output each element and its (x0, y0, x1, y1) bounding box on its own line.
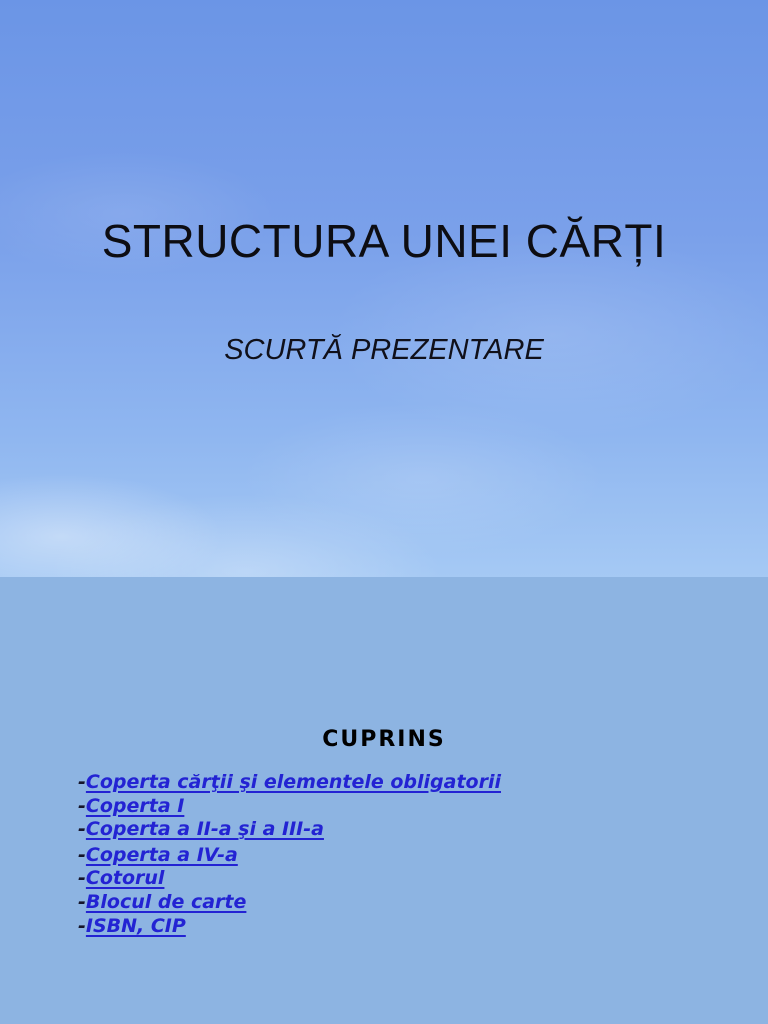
toc-item (78, 771, 748, 795)
toc-link-coperta-4[interactable]: Coperta a IV-a (85, 843, 238, 866)
toc-link-cotorul[interactable]: Cotorul (85, 867, 165, 890)
toc-list (78, 771, 748, 938)
toc-link-coperta-1[interactable]: Coperta I (85, 794, 185, 817)
toc-link-coperta-cartii[interactable]: Coperta cărţii şi elementele obligatorii (85, 771, 501, 793)
dash-prefix: - (78, 867, 86, 890)
dash-prefix: - (78, 890, 86, 913)
toc-item (78, 867, 748, 891)
toc-item (78, 915, 748, 939)
toc-item (78, 844, 748, 868)
toc-heading: CUPRINS (322, 727, 446, 752)
toc-item (78, 891, 748, 915)
presentation-subtitle: SCURTĂ PREZENTARE (224, 334, 544, 366)
toc-item (78, 818, 748, 842)
toc-slide (0, 577, 768, 1024)
toc-link-coperta-2-3[interactable]: Coperta a II-a şi a III-a (85, 818, 324, 841)
dash-prefix: - (78, 914, 86, 937)
dash-prefix: - (78, 771, 86, 793)
toc-link-isbn-cip[interactable]: ISBN, CIP (85, 914, 186, 937)
dash-prefix: - (78, 818, 86, 841)
toc-link-blocul-de-carte[interactable]: Blocul de carte (85, 890, 247, 913)
dash-prefix: - (78, 843, 86, 866)
dash-prefix: - (78, 794, 86, 817)
presentation-title: STRUCTURA UNEI CĂRȚI (101, 215, 667, 267)
toc-item (78, 795, 748, 819)
